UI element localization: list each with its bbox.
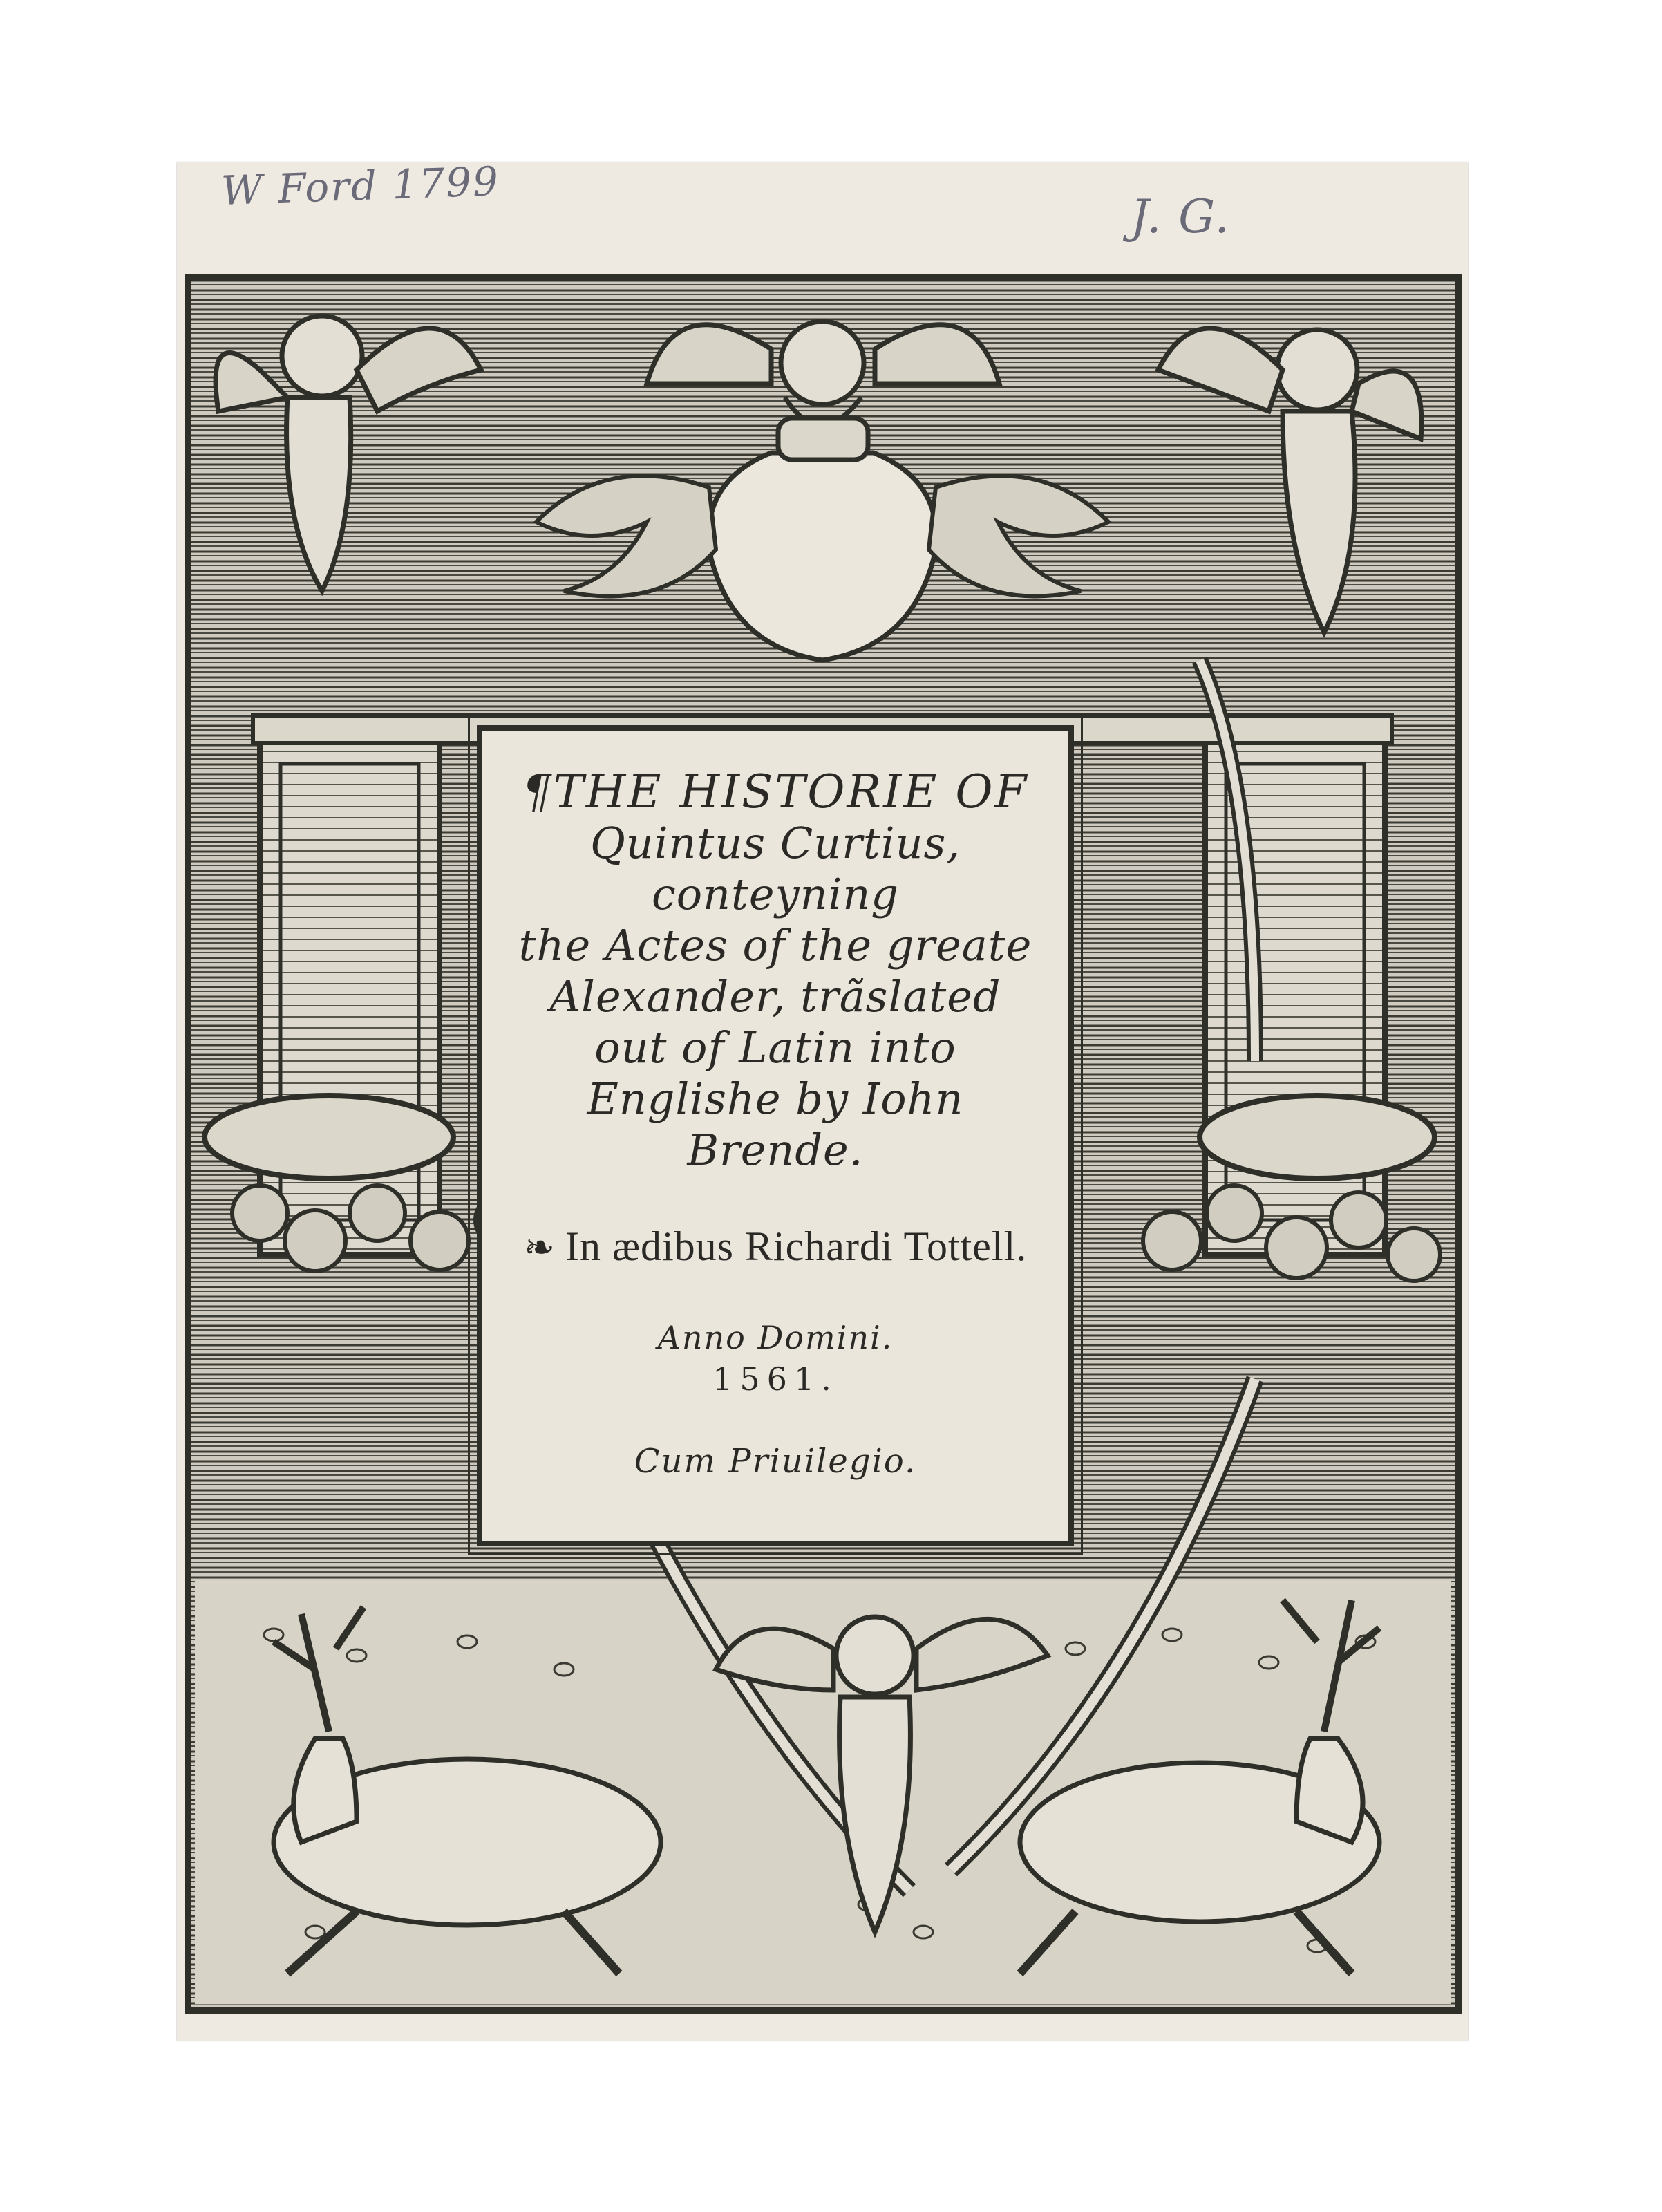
privilege-statement: Cum Priuilegio.	[634, 1442, 917, 1481]
fleuron-icon: ❧	[523, 1227, 556, 1268]
title-line: Alexander, trãslated	[549, 971, 1001, 1022]
provenance-inscription-right: J. G.	[1131, 190, 1231, 243]
title-block	[482, 767, 1068, 1176]
provenance-inscription-left: W Ford 1799	[220, 157, 501, 215]
title-line: ¶THE HISTORIE OF	[522, 765, 1029, 818]
printer-imprint	[482, 1223, 1068, 1271]
title-line: Quintus Curtius, conteyning	[589, 818, 961, 919]
book-leaf	[177, 157, 1468, 2041]
right-plinth	[1200, 1096, 1435, 1179]
title-line: out of Latin into	[594, 1022, 956, 1073]
publication-year: 1561.	[712, 1360, 838, 1398]
left-plinth	[205, 1096, 453, 1179]
title-panel	[477, 725, 1074, 1546]
date-label: Anno Domini.	[657, 1319, 894, 1356]
title-line: Brende.	[687, 1125, 864, 1175]
title-line: the Actes of the greate	[518, 920, 1032, 971]
imprint-text: In ædibus Richardi Tottell.	[565, 1224, 1028, 1269]
title-line: Englishe by Iohn	[587, 1074, 964, 1124]
